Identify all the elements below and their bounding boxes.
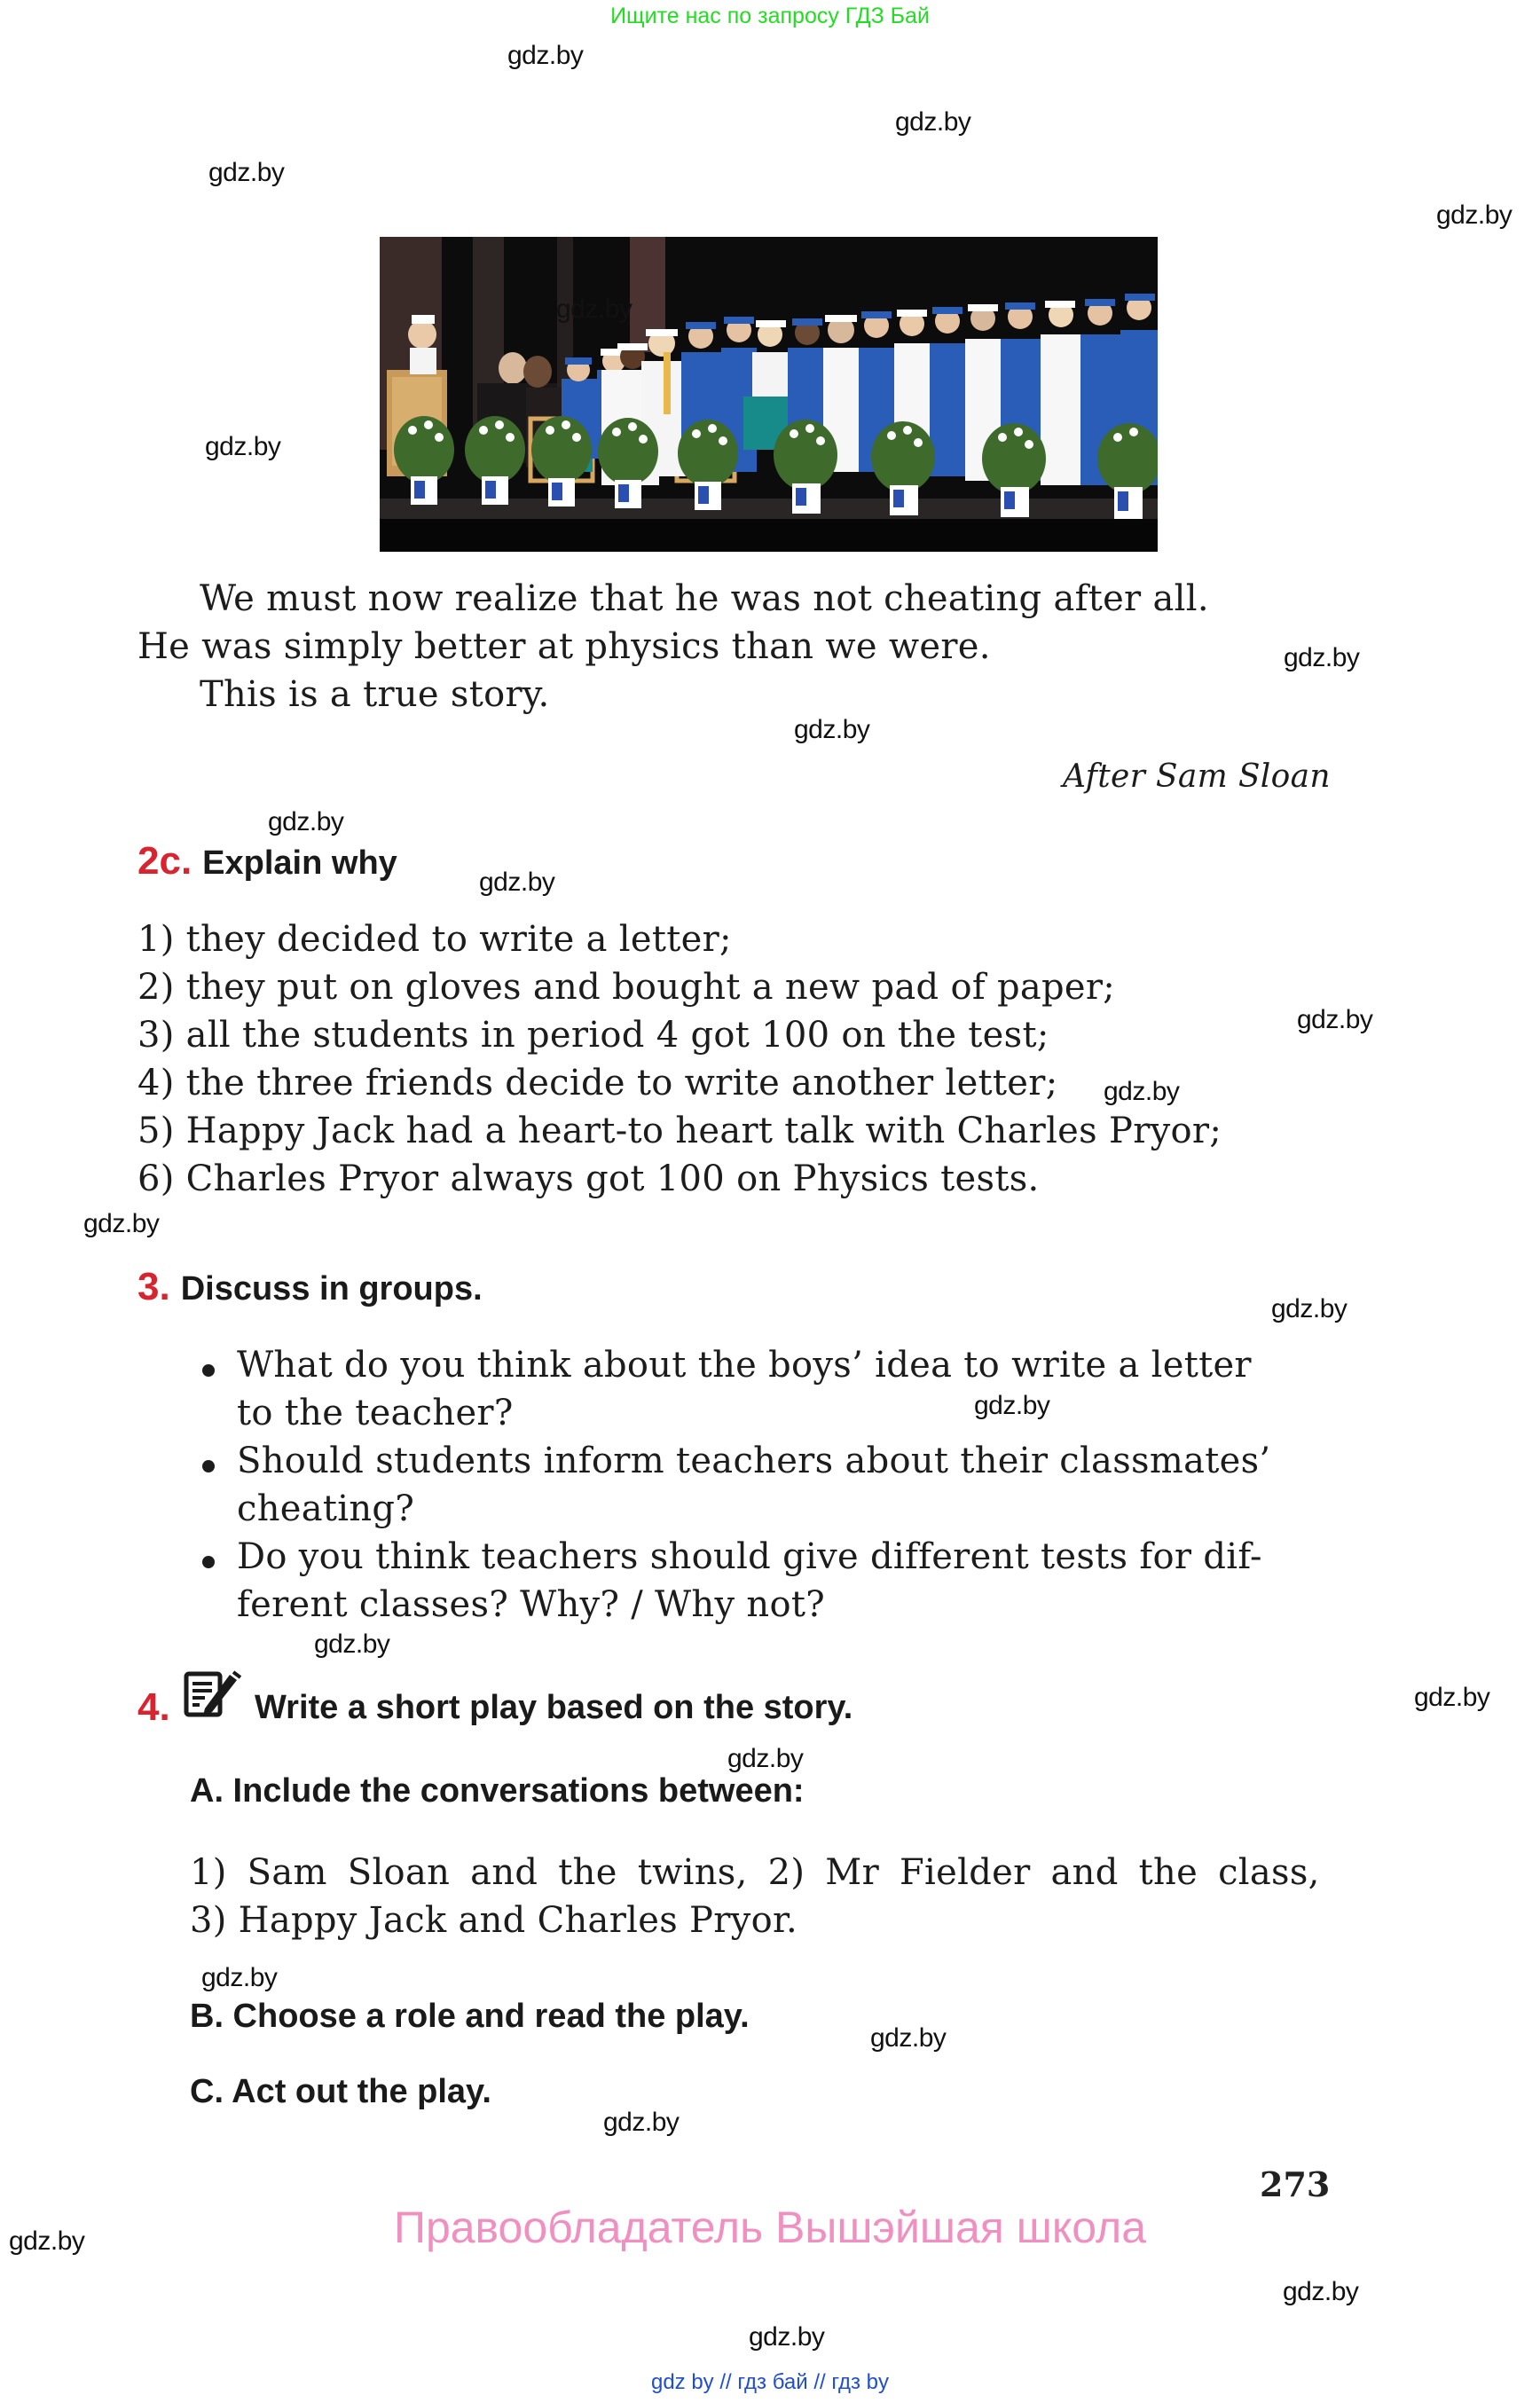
list-item: 5) Happy Jack had a heart-to heart talk with Charles Pryor;: [138, 1111, 1222, 1151]
discussion-question-3-line-1: Do you think teachers should give different tests for dif-: [237, 1536, 1262, 1577]
discussion-question-1-line-2: to the teacher?: [237, 1393, 514, 1433]
bullet-icon: [202, 1364, 215, 1377]
discussion-question-2-line-2: cheating?: [237, 1488, 415, 1529]
task-number: 3.: [138, 1265, 170, 1308]
copyright-notice: Правообладатель Вышэйшая школа: [394, 2203, 1146, 2252]
watermark-text: gdz.by: [208, 158, 285, 187]
story-line-1: We must now realize that he was not cheating after all.: [200, 578, 1209, 619]
watermark-text: gdz.by: [727, 1744, 804, 1773]
story-line-3: This is a true story.: [200, 674, 550, 715]
watermark-text: gdz.by: [507, 41, 584, 70]
task-4-part-b: B. Choose a role and read the play.: [190, 1998, 750, 2035]
watermark-text: gdz.by: [314, 1629, 390, 1659]
graduation-photo-illustration: [380, 237, 1158, 552]
task-4-part-a-line-1: 1) Sam Sloan and the twins, 2) Mr Fielder and the class,: [190, 1852, 1320, 1893]
page-number: 273: [1260, 2164, 1331, 2204]
watermark-text: gdz.by: [1284, 643, 1360, 672]
watermark-text: gdz.by: [895, 107, 971, 137]
watermark-text: gdz.by: [556, 294, 632, 324]
bullet-icon: [202, 1556, 215, 1568]
list-item: 3) all the students in period 4 got 100 on the test;: [138, 1015, 1049, 1056]
story-line-2: He was simply better at physics than we were.: [138, 626, 991, 667]
search-banner: Ищите нас по запросу ГДЗ Бай: [610, 4, 930, 28]
write-task-icon: [184, 1669, 242, 1719]
watermark-text: gdz.by: [1271, 1294, 1348, 1323]
watermark-text: gdz.by: [83, 1209, 160, 1238]
footer-links[interactable]: gdz by // гдз бай // гдз by: [650, 2370, 890, 2394]
task-4-number-wrap: [138, 1685, 181, 1730]
watermark-text: gdz.by: [974, 1391, 1050, 1420]
story-attribution: After Sam Sloan: [1063, 758, 1331, 795]
task-3-heading: [138, 1265, 483, 1309]
watermark-text: gdz.by: [479, 868, 555, 897]
watermark-text: gdz.by: [1436, 200, 1512, 230]
watermark-text: gdz.by: [870, 2023, 947, 2053]
watermark-text: gdz.by: [749, 2322, 825, 2352]
discussion-question-2-line-1: Should students inform teachers about their classmates’: [237, 1441, 1271, 1481]
watermark-text: gdz.by: [201, 1963, 278, 1992]
graduation-photo: [380, 237, 1158, 552]
watermark-text: gdz.by: [1297, 1005, 1373, 1034]
task-4-title: Write a short play based on the story.: [255, 1689, 853, 1726]
watermark-text: gdz.by: [205, 432, 281, 461]
task-title: Discuss in groups.: [180, 1270, 483, 1308]
watermark-text: gdz.by: [9, 2226, 85, 2256]
watermark-text: gdz.by: [1414, 1683, 1490, 1712]
bullet-icon: [202, 1460, 215, 1472]
list-item: 4) the three friends decide to write another letter;: [138, 1063, 1058, 1103]
watermark-text: gdz.by: [794, 715, 870, 744]
task-title: Explain why: [202, 844, 397, 882]
discussion-question-1-line-1: What do you think about the boys’ idea to write a letter: [237, 1345, 1252, 1386]
list-item: 6) Charles Pryor always got 100 on Physics tests.: [138, 1158, 1040, 1199]
task-2c-heading: [138, 839, 397, 883]
list-item: 1) they decided to write a letter;: [138, 919, 732, 960]
task-number: 4.: [138, 1685, 170, 1729]
watermark-text: gdz.by: [1104, 1077, 1180, 1106]
task-4-part-a-line-2: 3) Happy Jack and Charles Pryor.: [190, 1900, 798, 1941]
discussion-question-3-line-2: ferent classes? Why? / Why not?: [237, 1584, 825, 1625]
watermark-text: gdz.by: [268, 807, 344, 836]
watermark-text: gdz.by: [603, 2108, 680, 2137]
list-item: 2) they put on gloves and bought a new pad of paper;: [138, 967, 1116, 1008]
task-4-part-c: C. Act out the play.: [190, 2073, 491, 2110]
task-4-part-a: A. Include the conversations between:: [190, 1772, 805, 1810]
task-number: 2c.: [138, 839, 192, 883]
watermark-text: gdz.by: [1283, 2277, 1359, 2306]
